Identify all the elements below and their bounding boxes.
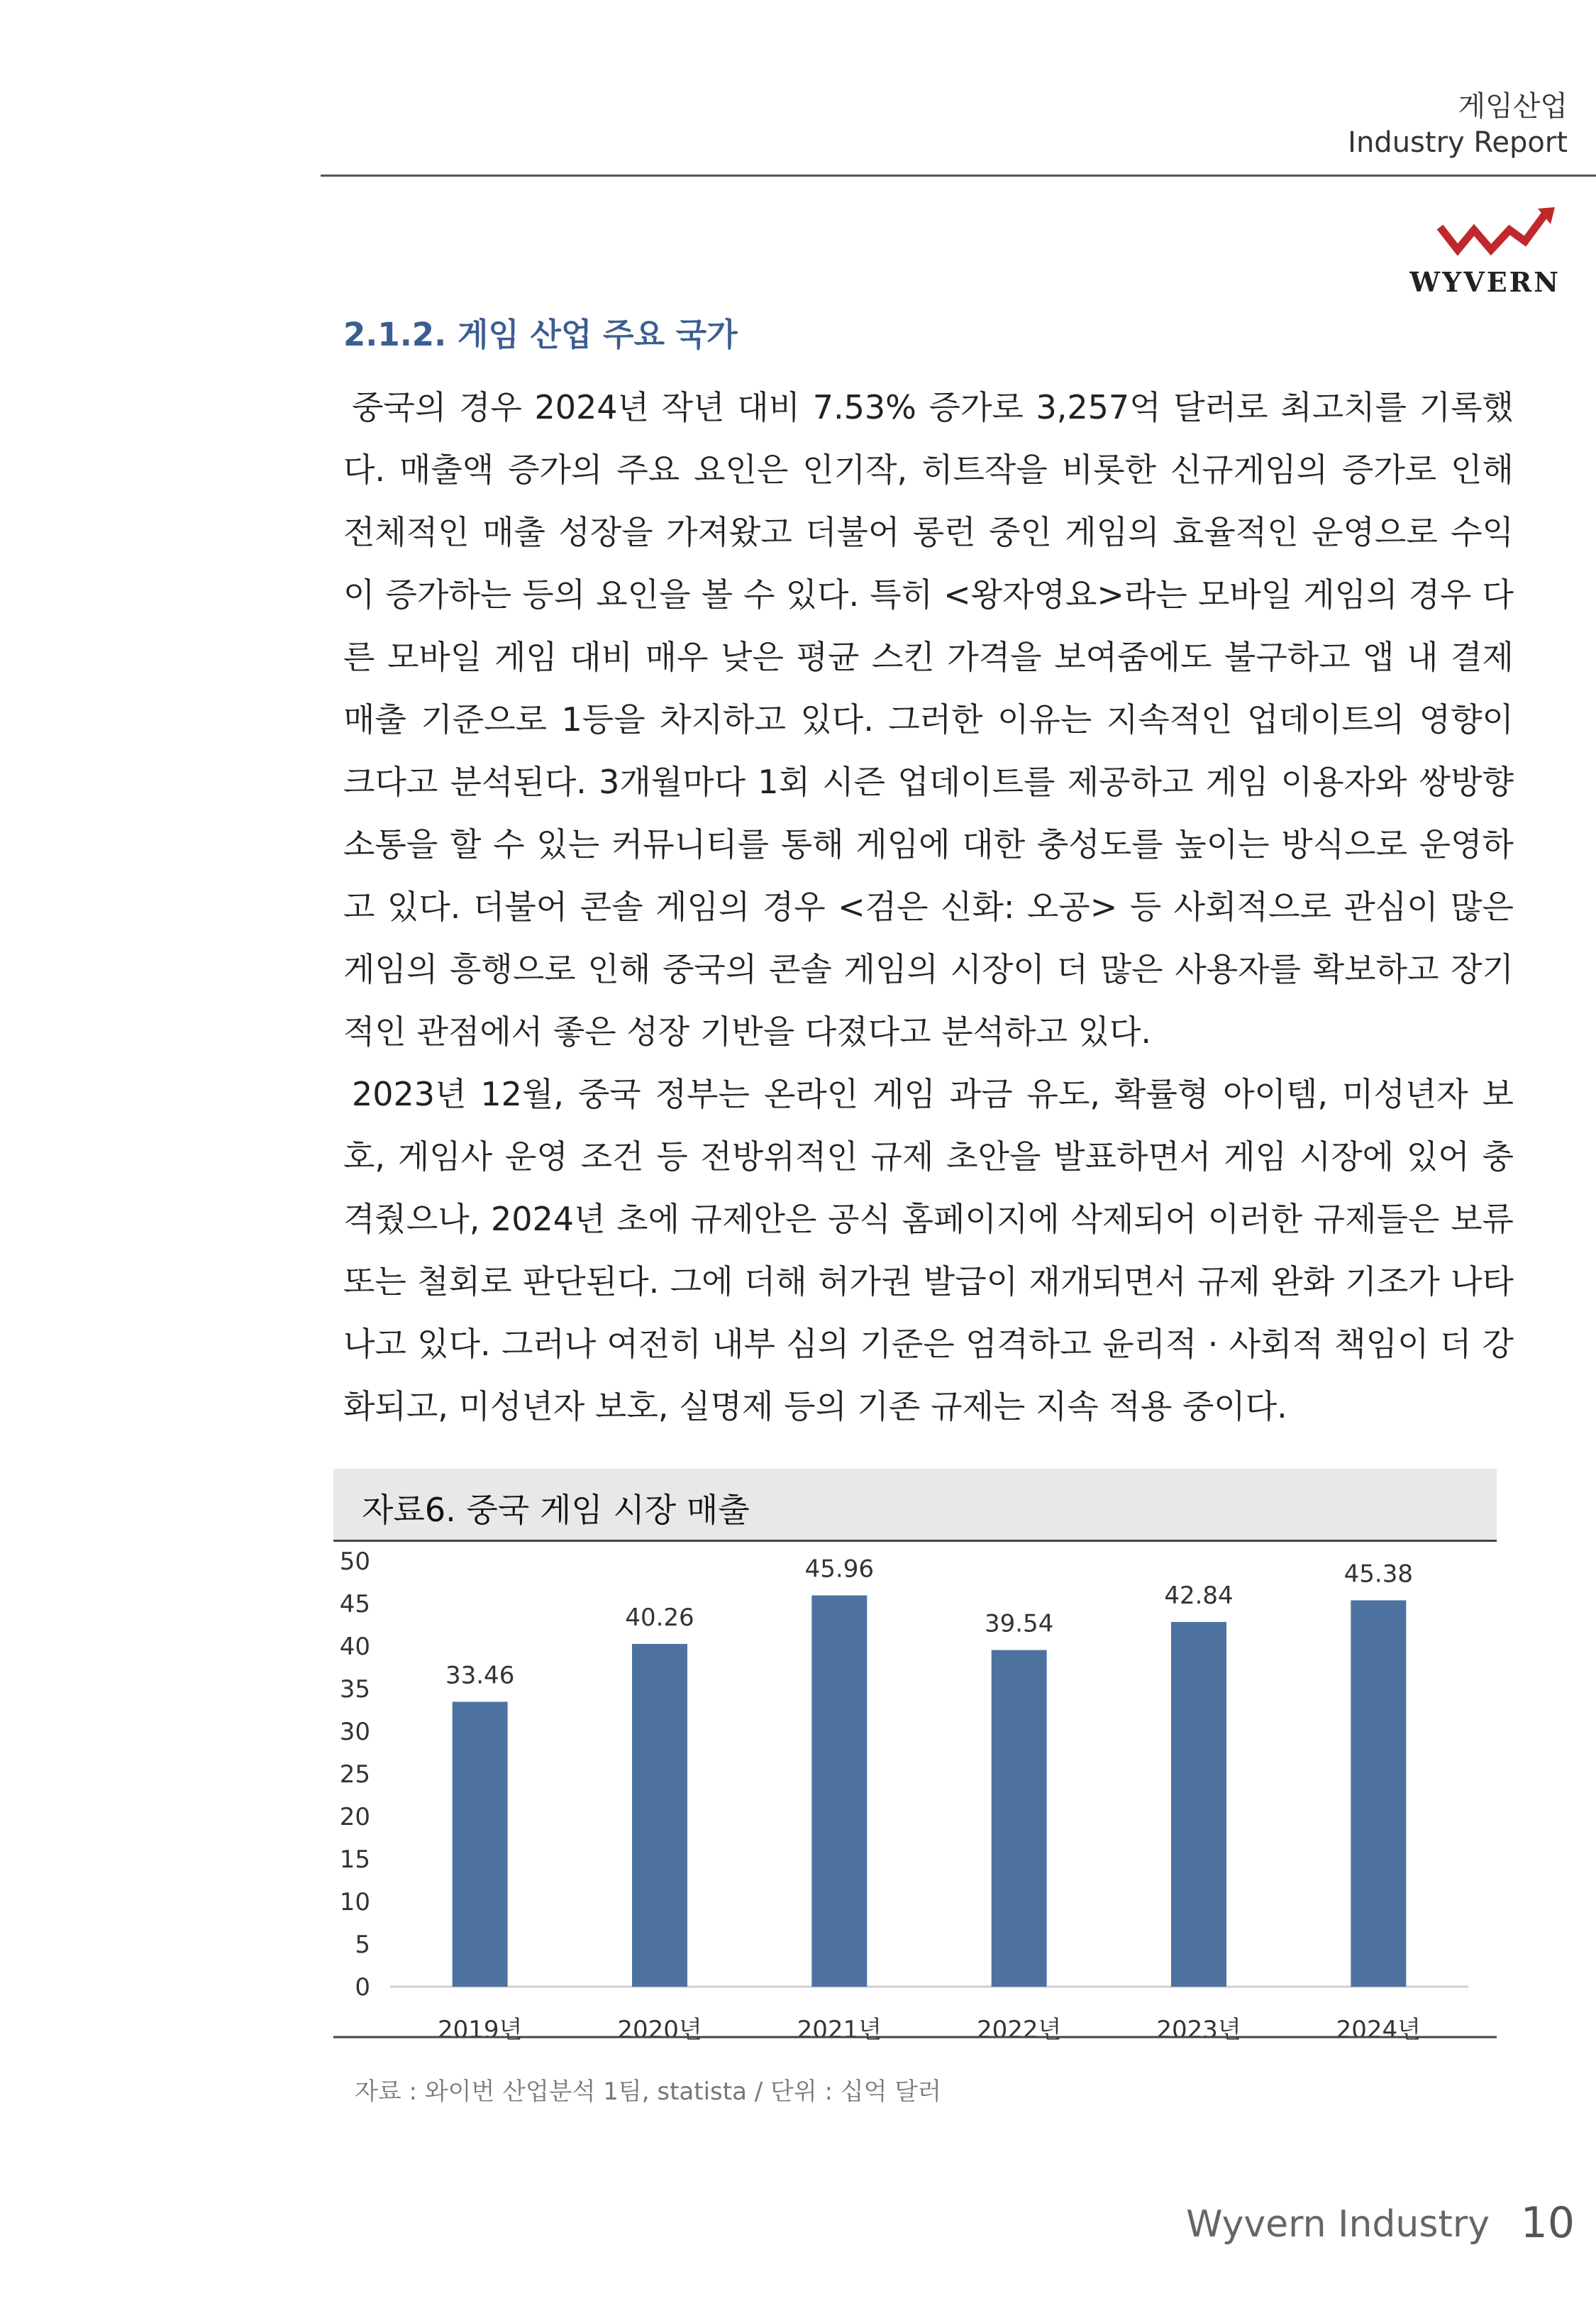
x-tick-label: 2021년 <box>797 2016 882 2041</box>
data-label: 42.84 <box>1164 1581 1234 1610</box>
y-tick-label: 10 <box>339 1888 370 1916</box>
header-divider <box>321 175 1596 177</box>
bar <box>632 1644 687 1987</box>
data-label: 45.38 <box>1343 1560 1414 1589</box>
y-tick-label: 30 <box>339 1718 370 1746</box>
y-tick-label: 50 <box>339 1548 370 1576</box>
header-subtitle: Industry Report <box>1348 126 1568 159</box>
figure-header <box>333 1469 1497 1542</box>
logo-wordmark: WYVERN <box>1409 266 1561 298</box>
data-label: 45.96 <box>804 1555 875 1584</box>
bar <box>992 1650 1047 1987</box>
bar <box>1171 1622 1226 1987</box>
data-label: 33.46 <box>445 1661 515 1690</box>
header-category: 게임산업 <box>1458 90 1568 123</box>
y-tick-label: 45 <box>339 1590 370 1618</box>
bar-chart <box>333 1544 1497 2041</box>
y-tick-label: 25 <box>339 1760 370 1789</box>
figure-source: 자료 : 와이번 산업분석 1팀, statista / 단위 : 십억 달러 <box>355 2078 941 2106</box>
body-text <box>343 376 1514 1438</box>
data-label: 40.26 <box>625 1603 694 1632</box>
x-tick-label: 2019년 <box>437 2016 523 2041</box>
y-tick-label: 20 <box>339 1803 370 1831</box>
section-title: 2.1.2. 게임 산업 주요 국가 <box>343 316 738 353</box>
bar <box>453 1701 508 1987</box>
y-tick-label: 40 <box>339 1633 370 1661</box>
y-tick-label: 15 <box>339 1846 370 1874</box>
y-tick-label: 0 <box>355 1973 370 2002</box>
x-tick-label: 2022년 <box>976 2016 1062 2041</box>
bar <box>1351 1600 1406 1987</box>
x-tick-label: 2020년 <box>617 2016 702 2041</box>
footer-brand: Wyvern Industry <box>1186 2203 1490 2246</box>
figure-title: 자료6. 중국 게임 시장 매출 <box>362 1491 750 1529</box>
x-tick-label: 2024년 <box>1336 2016 1422 2041</box>
data-label: 39.54 <box>984 1609 1054 1638</box>
x-tick-label: 2023년 <box>1156 2016 1241 2041</box>
paragraph-china-market: 중국의 경우 2024년 작년 대비 7.53% 증가로 3,257억 달러로 최고치를 기록했다. 매출액 증가의 주요 요인은 인기작, 히트작을 비롯한 신규게임의 증가로 인해 전체적인 매출 성장을 가져왔고 더불어 롱런 중인 게임의 효율적인 운영으로 수익이 증가하는 등의 요인을 볼 수 있다. 특히 <왕자영요>라는 모바일 게임의 경우 다른 모바일 게임 대비 매우 낮은 평균 스킨 가격을 보여줌에도 불구하고 앱 내 결제 매출 기준으로 1등을 차지하고 있다. 그러한 이유는 지속적인 업데이트의 영향이 크다고 분석된다. 3개월마다 1회 시즌 업데이트를 제공하고 게임 이용자와 쌍방향 소통을 할 수 있는 커뮤니티를 통해 게임에 대한 충성도를 높이는 방식으로 운영하고 있다. 더불어 콘솔 게임의 경우 <검은 신화: 오공> 등 사회적으로 관심이 많은 게임의 흥행으로 인해 중국의 콘솔 게임의 시장이 더 많은 사용자를 확보하고 장기적인 관점에서 좋은 성장 기반을 다졌다고 분석하고 있다. <box>343 388 1514 1051</box>
page-number: 10 <box>1520 2198 1575 2248</box>
bar <box>811 1595 867 1987</box>
y-tick-label: 5 <box>355 1931 370 1959</box>
y-tick-label: 35 <box>339 1675 370 1704</box>
paragraph-china-regulation: 2023년 12월, 중국 정부는 온라인 게임 과금 유도, 확률형 아이템, 미성년자 보호, 게임사 운영 조건 등 전방위적인 규제 초안을 발표하면서 게임 시장에 있어 충격줬으나, 2024년 초에 규제안은 공식 홈페이지에 삭제되어 이러한 규제들은 보류 또는 철회로 판단된다. 그에 더해 허가권 발급이 재개되면서 규제 완화 기조가 나타나고 있다. 그러나 여전히 내부 심의 기준은 엄격하고 윤리적 · 사회적 책임이 더 강화되고, 미성년자 보호, 실명제 등의 기존 규제는 지속 적용 중이다. <box>343 1075 1514 1425</box>
